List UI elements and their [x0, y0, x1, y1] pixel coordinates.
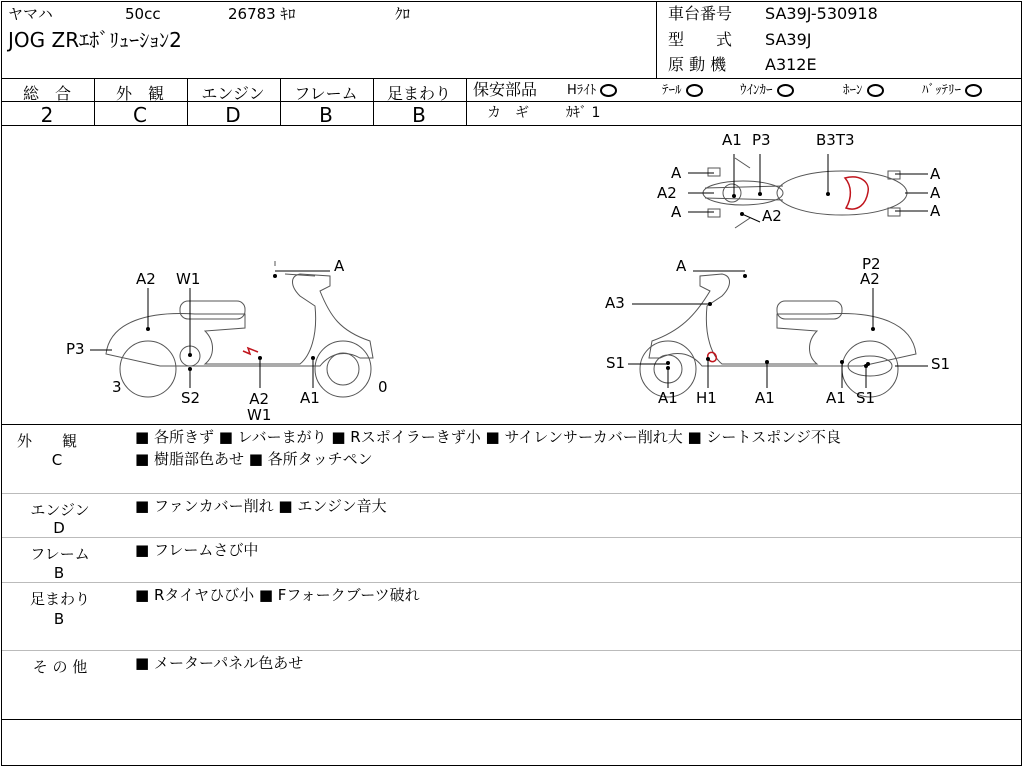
detail-grade-suspension: B — [53, 610, 65, 628]
detail-line: ■ 各所きず ■ レバーまがり ■ Rスポイラーきず小 ■ サイレンサーカバー削れ大 ■ シートスポンジ不良 — [135, 428, 841, 446]
grade-top-line — [1, 78, 1022, 79]
frame-no-label: 車台番号 — [668, 4, 733, 23]
section-divider — [2, 582, 1021, 583]
diag-label: A — [930, 184, 941, 202]
left-view-scooter — [90, 257, 373, 397]
engine-grade-label: エンジン — [201, 84, 265, 103]
diag-label: A2 — [657, 184, 677, 202]
suspension-label: 足まわり — [386, 84, 451, 103]
exterior-label: 外 観 — [115, 84, 164, 103]
header-divider — [656, 1, 657, 78]
detail-label-exterior: 外 観 — [16, 432, 77, 450]
detail-line: ■ Rタイヤひび小 ■ Fフォークブーツ破れ — [135, 586, 420, 604]
diag-label: A1 — [755, 389, 775, 407]
section-divider — [2, 493, 1021, 494]
diag-label: A2 — [762, 207, 782, 225]
safety-mid-line — [466, 101, 1022, 102]
detail-items-exterior — [135, 426, 841, 470]
diag-label: S2 — [181, 389, 201, 407]
ok-circle-icon — [600, 84, 617, 97]
diag-label: S1 — [931, 355, 951, 373]
detail-label-engine: エンジン — [30, 501, 90, 519]
diag-label: A — [676, 257, 687, 275]
ok-circle-icon — [867, 84, 884, 97]
detail-items-other — [135, 652, 303, 674]
diag-label: P3 — [752, 131, 771, 149]
detail-line: ■ ファンカバー削れ ■ エンジン音大 — [135, 497, 387, 515]
diag-label: A1 — [300, 389, 320, 407]
diag-label: A1 — [658, 389, 678, 407]
model-name: JOG ZRｴﾎﾞﾘｭｰｼｮﾝ2 — [8, 28, 182, 52]
detail-label-frame: フレーム — [30, 545, 90, 563]
diag-label: 3 — [112, 378, 122, 396]
diag-label: P3 — [66, 340, 85, 358]
section-divider — [2, 650, 1021, 651]
safety-item-winker: ｳｲﾝｶｰ — [740, 84, 794, 97]
detail-items-engine — [135, 495, 387, 517]
safety-label: 保安部品 — [473, 80, 538, 99]
diag-label: S1 — [606, 354, 626, 372]
diag-label: A — [671, 164, 682, 182]
detail-line: ■ 樹脂部色あせ ■ 各所タッチペン — [135, 450, 373, 468]
frame-grade: B — [319, 103, 333, 127]
safety-item-horn: ﾎｰﾝ — [843, 84, 884, 97]
diag-label: 0 — [378, 378, 388, 396]
diag-label: A — [930, 202, 941, 220]
detail-line: ■ メーターパネル色あせ — [135, 654, 304, 672]
detail-grade-engine: D — [53, 519, 65, 537]
key-value: ｶｷﾞ 1 — [566, 105, 601, 121]
color: ｸﾛ — [395, 5, 411, 23]
overall-grade: 2 — [40, 103, 54, 127]
frame-no: SA39J-530918 — [765, 4, 878, 23]
diag-label: W1 — [176, 270, 201, 288]
detail-label-suspension: 足まわり — [29, 590, 90, 608]
exterior-grade: C — [133, 103, 147, 127]
bottom-line — [1, 719, 1022, 720]
suspension-grade: B — [412, 103, 426, 127]
safety-item-tail: ﾃｰﾙ — [662, 84, 703, 97]
diag-label: A2 W1 — [247, 390, 272, 424]
detail-items-suspension — [135, 584, 420, 606]
diag-label: A3 — [605, 294, 625, 312]
ok-circle-icon — [965, 84, 982, 97]
detail-label-other: そ の 他 — [32, 658, 88, 676]
diag-label: A1 — [826, 389, 846, 407]
key-label: カ ギ — [487, 105, 529, 121]
ok-circle-icon — [777, 84, 794, 97]
top-view-scooter — [688, 154, 928, 228]
diag-label: A2 — [860, 270, 880, 288]
damage-mark — [845, 177, 868, 209]
maker: ヤマハ — [8, 5, 53, 23]
detail-items-frame — [135, 539, 258, 561]
detail-grade-exterior: C — [51, 451, 63, 469]
safety-item-battery: ﾊﾞｯﾃﾘｰ — [922, 84, 982, 97]
right-view-scooter — [628, 271, 928, 397]
safety-item-headlight: Hﾗｲﾄ — [567, 84, 617, 97]
overall-label: 総 合 — [22, 84, 71, 103]
type-label: 型 式 — [668, 30, 733, 49]
detail-line: ■ フレームさび中 — [135, 541, 259, 559]
detail-grade-frame: B — [53, 564, 65, 582]
frame-label: フレーム — [294, 84, 358, 103]
engine-label: 原 動 機 — [668, 55, 727, 74]
diag-label: S1 — [856, 389, 876, 407]
diag-label: A — [930, 165, 941, 183]
diag-label: A1 — [722, 131, 742, 149]
diag-label: H1 — [696, 389, 717, 407]
ok-circle-icon — [686, 84, 703, 97]
diag-label: B3T3 — [816, 131, 855, 149]
diag-label: A — [334, 257, 345, 275]
section-divider — [2, 537, 1021, 538]
diag-label: A — [671, 203, 682, 221]
diagram-bottom-line — [1, 424, 1022, 425]
type: SA39J — [765, 30, 812, 49]
engine-code: A312E — [765, 55, 817, 74]
diag-label: A2 — [136, 270, 156, 288]
damage-mark — [243, 348, 258, 354]
engine-grade: D — [225, 103, 241, 127]
diag-label: P2 — [862, 255, 881, 273]
mileage: 26783 ｷﾛ — [228, 5, 296, 23]
displacement: 50cc — [125, 5, 161, 23]
